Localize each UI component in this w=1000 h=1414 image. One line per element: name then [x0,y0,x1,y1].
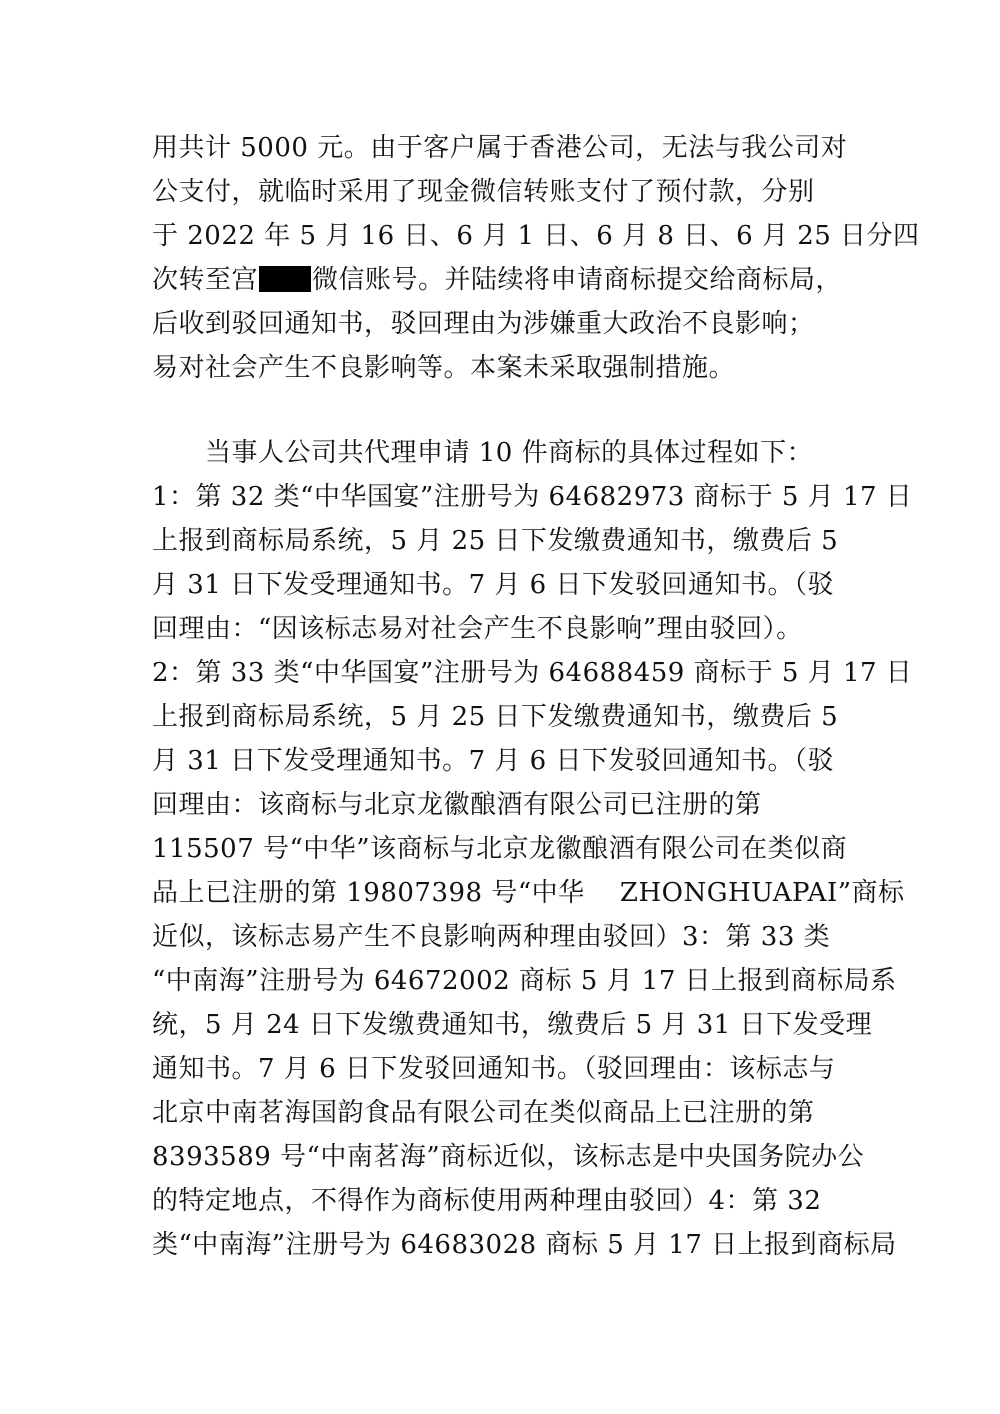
text-line: 品上已注册的第 19807398 号“中华 ZHONGHUAPAI”商标 [152,878,905,908]
text-line: 115507 号“中华”该商标与北京龙徽酿酒有限公司在类似商 [152,834,848,864]
text-line: 2：第 33 类“中华国宴”注册号为 64688459 商标于 5 月 17 日 [152,658,913,688]
text-line: 月 31 日下发受理通知书。7 月 6 日下发驳回通知书。（驳 [152,570,834,600]
text-line: 北京中南茗海国韵食品有限公司在类似商品上已注册的第 [152,1098,815,1128]
text-line: 后收到驳回通知书，驳回理由为涉嫌重大政治不良影响； [152,309,815,339]
text-line: 8393589 号“中南茗海”商标近似，该标志是中央国务院办公 [152,1142,865,1172]
text-line: 易对社会产生不良影响等。本案未采取强制措施。 [152,353,736,383]
text-line-with-redaction [152,265,852,295]
text-line: 上报到商标局系统，5 月 25 日下发缴费通知书，缴费后 5 [152,526,839,556]
text-line: 通知书。7 月 6 日下发驳回通知书。（驳回理由：该标志与 [152,1054,836,1084]
text-line: 回理由：该商标与北京龙徽酿酒有限公司已注册的第 [152,790,762,820]
text-line: 1：第 32 类“中华国宴”注册号为 64682973 商标于 5 月 17 日 [152,482,913,512]
text-line: 类“中南海”注册号为 64683028 商标 5 月 17 日上报到商标局 [152,1230,897,1260]
text-line: 统，5 月 24 日下发缴费通知书，缴费后 5 月 31 日下发受理 [152,1010,873,1040]
paragraph-heading-line: 当事人公司共代理申请 10 件商标的具体过程如下： [205,438,814,468]
text-line: “中南海”注册号为 64672002 商标 5 月 17 日上报到商标局系 [152,966,897,996]
text-line: 用共计 5000 元。由于客户属于香港公司，无法与我公司对 [152,133,848,163]
text-line: 月 31 日下发受理通知书。7 月 6 日下发驳回通知书。（驳 [152,746,834,776]
text-line: 于 2022 年 5 月 16 日、6 月 1 日、6 月 8 日、6 月 25 日分四 [152,221,920,251]
text-line: 近似，该标志易产生不良影响两种理由驳回）3：第 33 类 [152,922,831,952]
text-line: 回理由：“因该标志易对社会产生不良影响”理由驳回）。 [152,614,803,644]
redaction-block [259,266,311,292]
text-line: 的特定地点，不得作为商标使用两种理由驳回）4：第 32 [152,1186,822,1216]
text-line: 公支付，就临时采用了现金微信转账支付了预付款，分别 [152,177,815,207]
text-segment: 次转至宫 [152,265,259,295]
text-line: 上报到商标局系统，5 月 25 日下发缴费通知书，缴费后 5 [152,702,839,732]
text-segment: 微信账号。并陆续将申请商标提交给商标局， [312,265,843,295]
